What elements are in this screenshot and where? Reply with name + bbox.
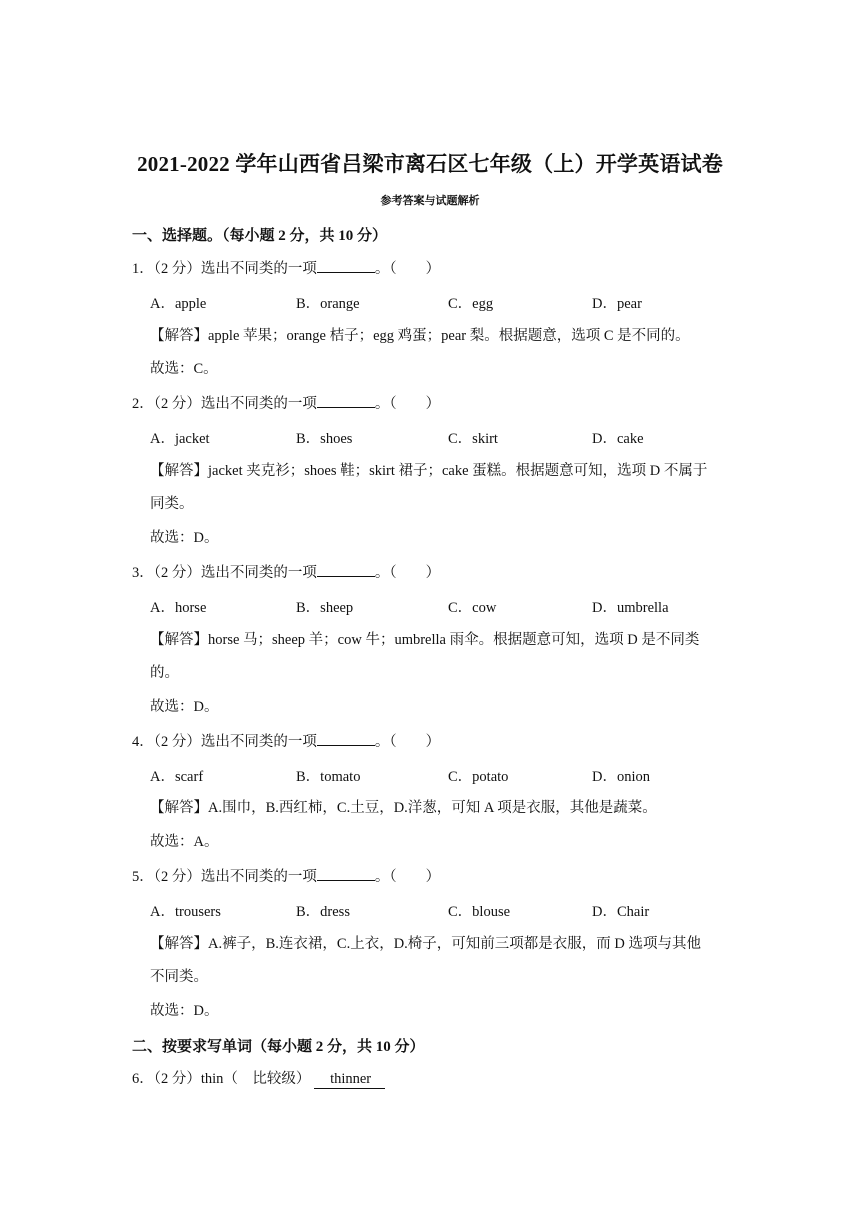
option-a: A．apple [150, 296, 207, 312]
section-heading-2: 二、按要求写单词（每小题 2 分，共 10 分） [132, 1039, 425, 1055]
option-b: B．sheep [296, 600, 354, 616]
option-b: B．shoes [296, 431, 353, 447]
answer-explanation-cont: 不同类。 [150, 969, 208, 985]
option-d: D．umbrella [592, 600, 669, 616]
question-stem [132, 258, 440, 279]
page-title: 2021-2022 学年山西省吕梁市离石区七年级（上）开学英语试卷 [137, 152, 723, 176]
answer-explanation: 【解答】A.围巾，B.西红柿，C.土豆，D.洋葱，可知 A 项是衣服，其他是蔬菜。 [150, 800, 657, 816]
option-a: A．horse [150, 600, 207, 616]
option-d: D．cake [592, 431, 644, 447]
page-subtitle: 参考答案与试题解析 [380, 195, 480, 207]
question-stem [132, 731, 440, 752]
option-c: C．skirt [448, 431, 498, 447]
options-row [150, 900, 750, 920]
options-row [150, 292, 750, 312]
question-stem-prefix: 1．（2 分）选出不同类的一项 [132, 261, 317, 277]
question-stem-suffix: 。（ ） [374, 869, 441, 885]
answer-explanation-cont: 同类。 [150, 496, 194, 512]
question-stem-prefix: 5．（2 分）选出不同类的一项 [132, 869, 317, 885]
answer-blank [317, 866, 375, 881]
answer-explanation-cont: 的。 [150, 665, 179, 681]
option-c: C．cow [448, 600, 497, 616]
option-a: A．jacket [150, 431, 210, 447]
option-b: B．tomato [296, 769, 361, 785]
answer-blank [317, 731, 375, 746]
question-stem-prefix: 4．（2 分）选出不同类的一项 [132, 734, 317, 750]
options-row [150, 427, 750, 447]
question-stem [132, 393, 440, 414]
answer-blank [317, 258, 375, 273]
filled-answer: thinner [314, 1070, 385, 1089]
option-b: B．orange [296, 296, 360, 312]
option-c: C．egg [448, 296, 494, 312]
question-stem-suffix: 。（ ） [374, 565, 441, 581]
option-d: D．Chair [592, 904, 650, 920]
option-c: C．blouse [448, 904, 511, 920]
question-stem-suffix: 。（ ） [374, 734, 441, 750]
answer-explanation: 【解答】horse 马；sheep 羊；cow 牛；umbrella 雨伞。根据题意可知，选项 D 是不同类 [150, 632, 700, 648]
answer-choice: 故选：D。 [150, 1003, 219, 1019]
options-row [150, 596, 750, 616]
option-a: A．trousers [150, 904, 221, 920]
options-row [150, 765, 750, 785]
answer-explanation: 【解答】A.裤子，B.连衣裙，C.上衣，D.椅子，可知前三项都是衣服，而 D 选项与其他 [150, 936, 702, 952]
option-d: D．onion [592, 769, 650, 785]
answer-explanation: 【解答】jacket 夹克衫；shoes 鞋；skirt 裙子；cake 蛋糕。根据题意可知，选项 D 不属于 [150, 463, 708, 479]
option-d: D．pear [592, 296, 642, 312]
answer-blank [317, 393, 375, 408]
option-a: A．scarf [150, 769, 204, 785]
answer-choice: 故选：A。 [150, 834, 219, 850]
question-stem [132, 562, 440, 583]
option-c: C．potato [448, 769, 509, 785]
answer-explanation: 【解答】apple 苹果；orange 桔子；egg 鸡蛋；pear 梨。根据题意，选项 C 是不同的。 [150, 328, 690, 344]
question-stem [132, 866, 440, 887]
answer-choice: 故选：D。 [150, 530, 219, 546]
option-b: B．dress [296, 904, 350, 920]
question-stem-prefix: 3．（2 分）选出不同类的一项 [132, 565, 317, 581]
answer-choice: 故选：C。 [150, 361, 218, 377]
question-stem-suffix: 。（ ） [374, 396, 441, 412]
question-stem [132, 1069, 385, 1089]
question-stem-prefix: 6．（2 分）thin（ 比较级） [132, 1071, 311, 1087]
answer-choice: 故选：D。 [150, 699, 219, 715]
question-stem-suffix: 。（ ） [374, 261, 441, 277]
answer-blank [317, 562, 375, 577]
question-stem-prefix: 2．（2 分）选出不同类的一项 [132, 396, 317, 412]
section-heading-1: 一、选择题。（每小题 2 分，共 10 分） [132, 228, 388, 244]
